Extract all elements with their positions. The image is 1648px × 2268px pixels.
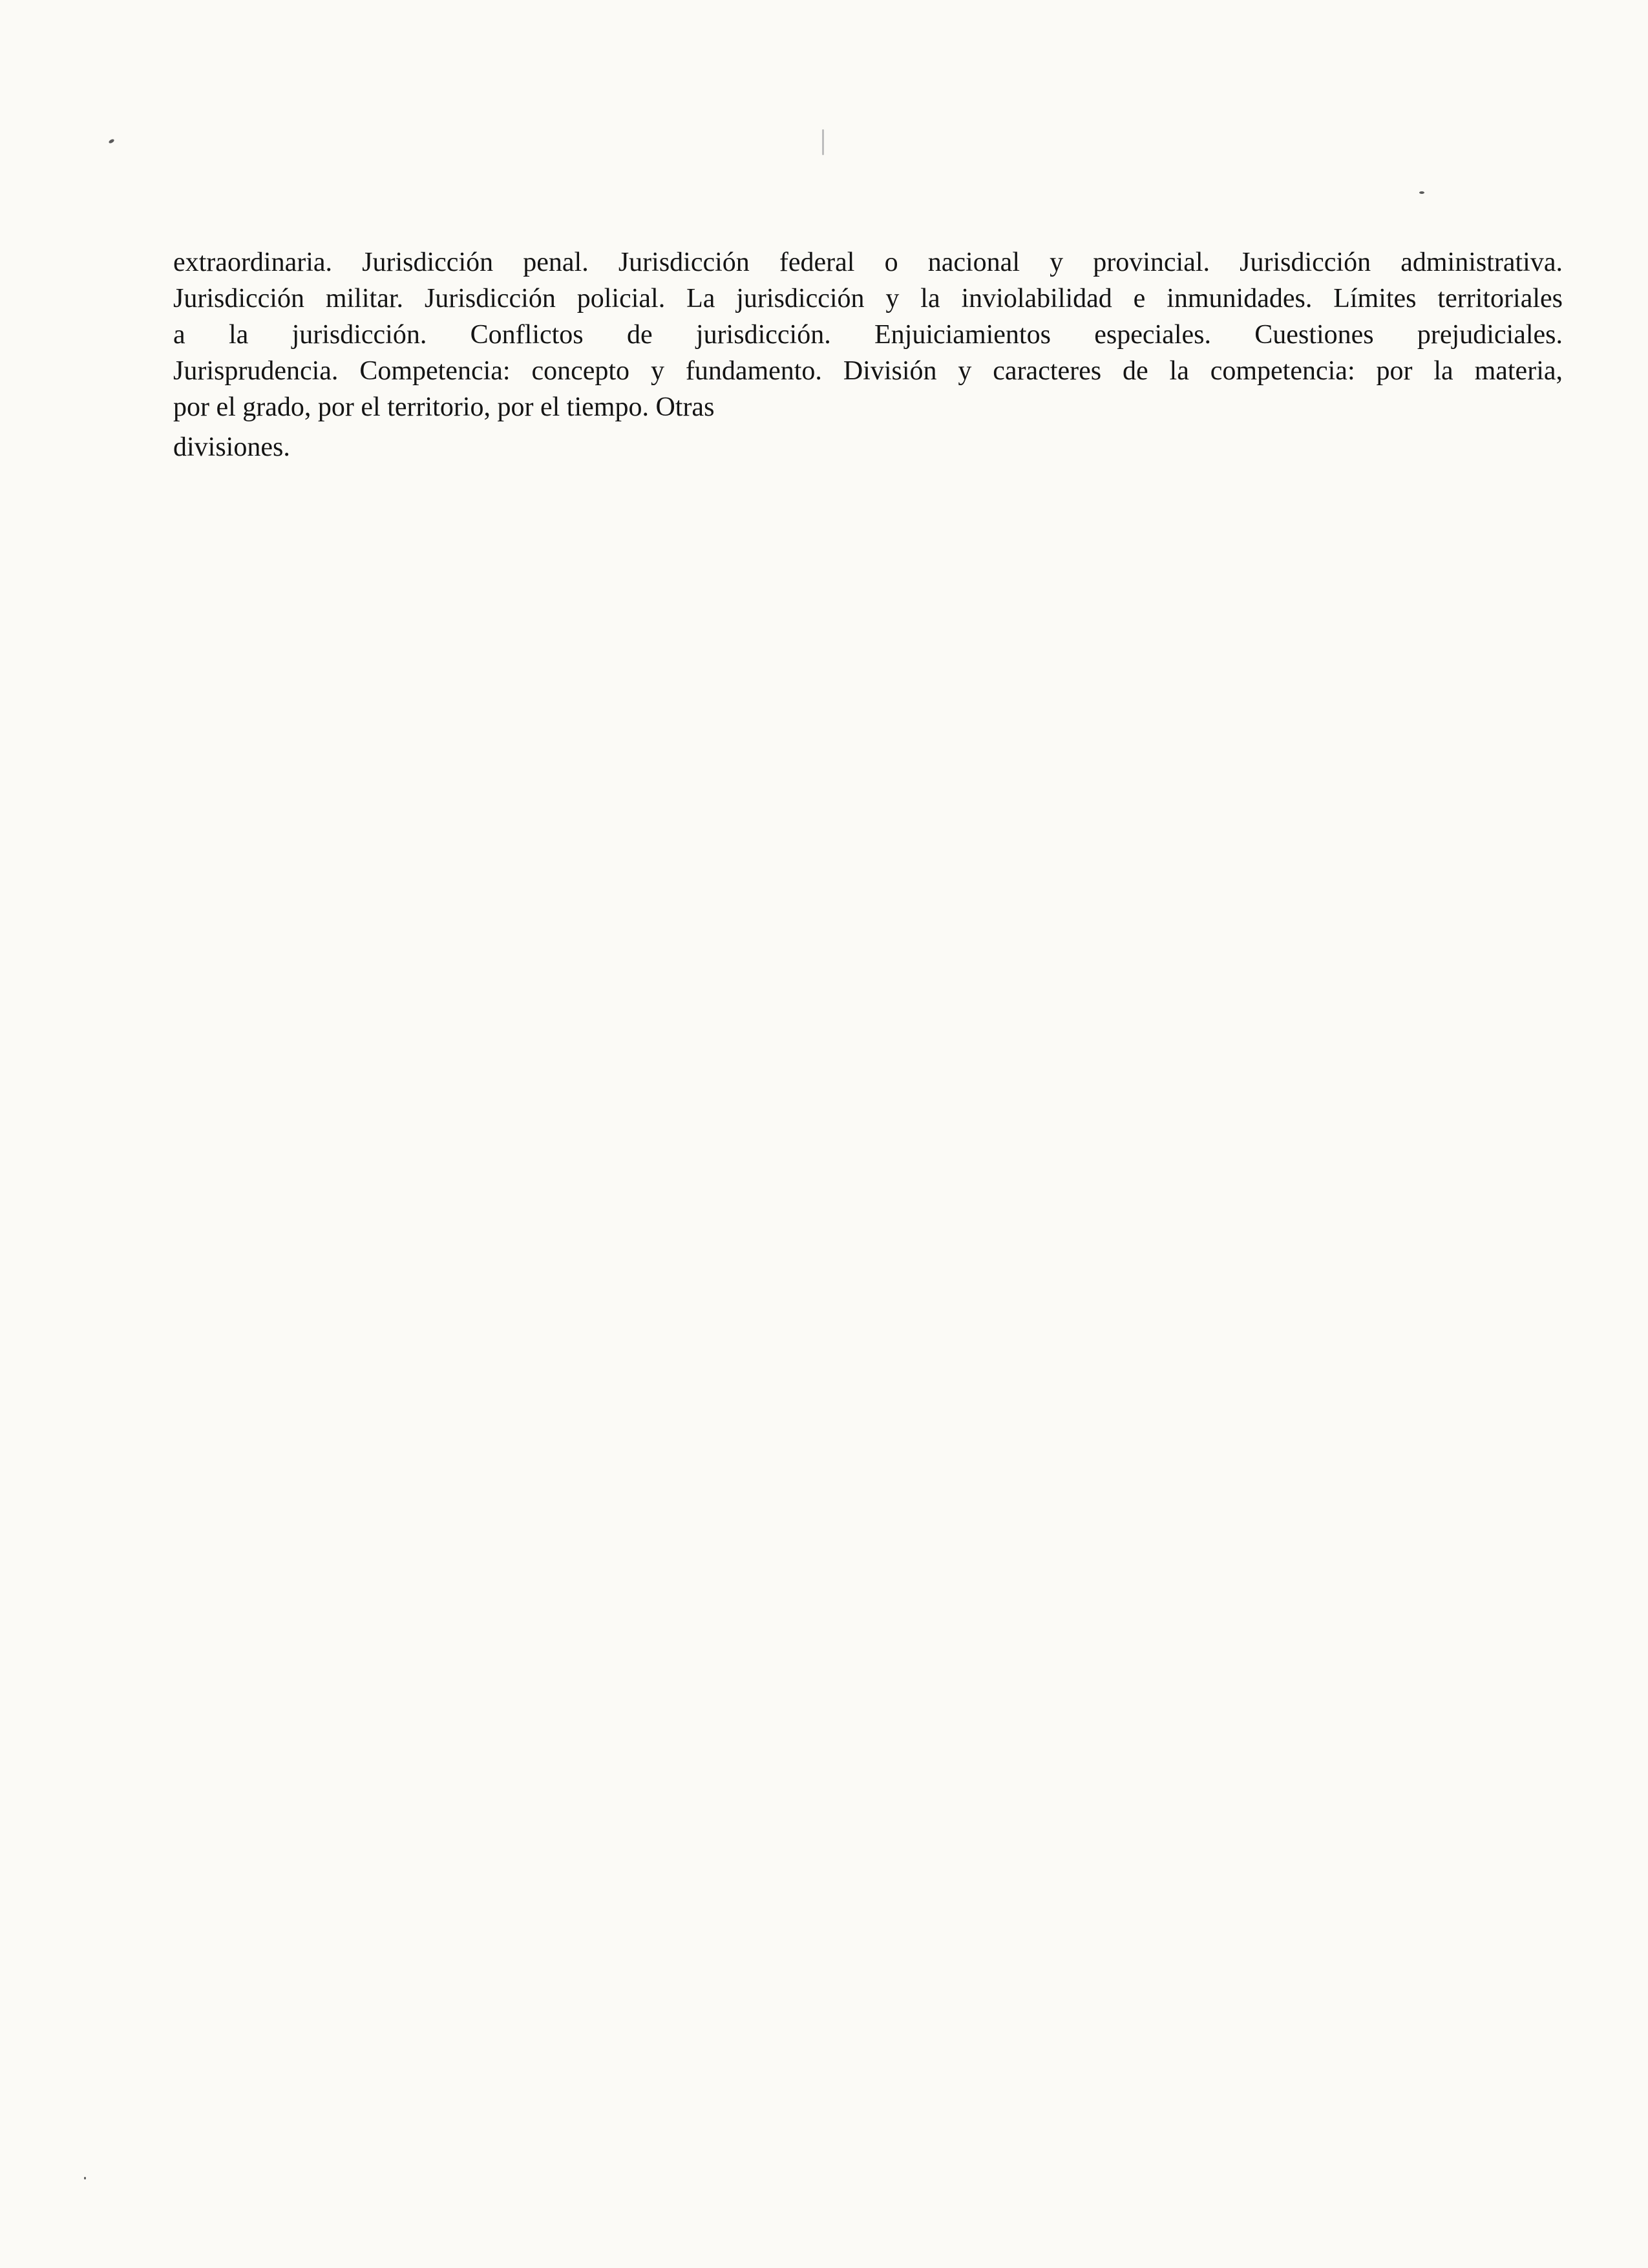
scan-speck <box>1419 191 1424 194</box>
scan-speck <box>84 2177 86 2179</box>
paragraph-line: extraordinaria. Jurisdicción penal. Jurisdicción federal o nacional y provincial. Jurisdicción administrativa. <box>173 248 1563 277</box>
paragraph-line: divisiones. <box>173 432 290 462</box>
scan-speck <box>822 129 824 155</box>
paragraph-line: por el grado, por el territorio, por el tiempo. Otras <box>173 392 715 422</box>
scan-speck <box>108 138 114 144</box>
paragraph-line: Jurisdicción militar. Jurisdicción policial. La jurisdicción y la inviolabilidad e inmunidades. Límites territoriales <box>173 284 1563 313</box>
paragraph-line: Jurisprudencia. Competencia: concepto y fundamento. División y caracteres de la competencia: por la materia, <box>173 356 1563 386</box>
paragraph-line: a la jurisdicción. Conflictos de jurisdicción. Enjuiciamientos especiales. Cuestiones prejudiciales. <box>173 320 1563 350</box>
